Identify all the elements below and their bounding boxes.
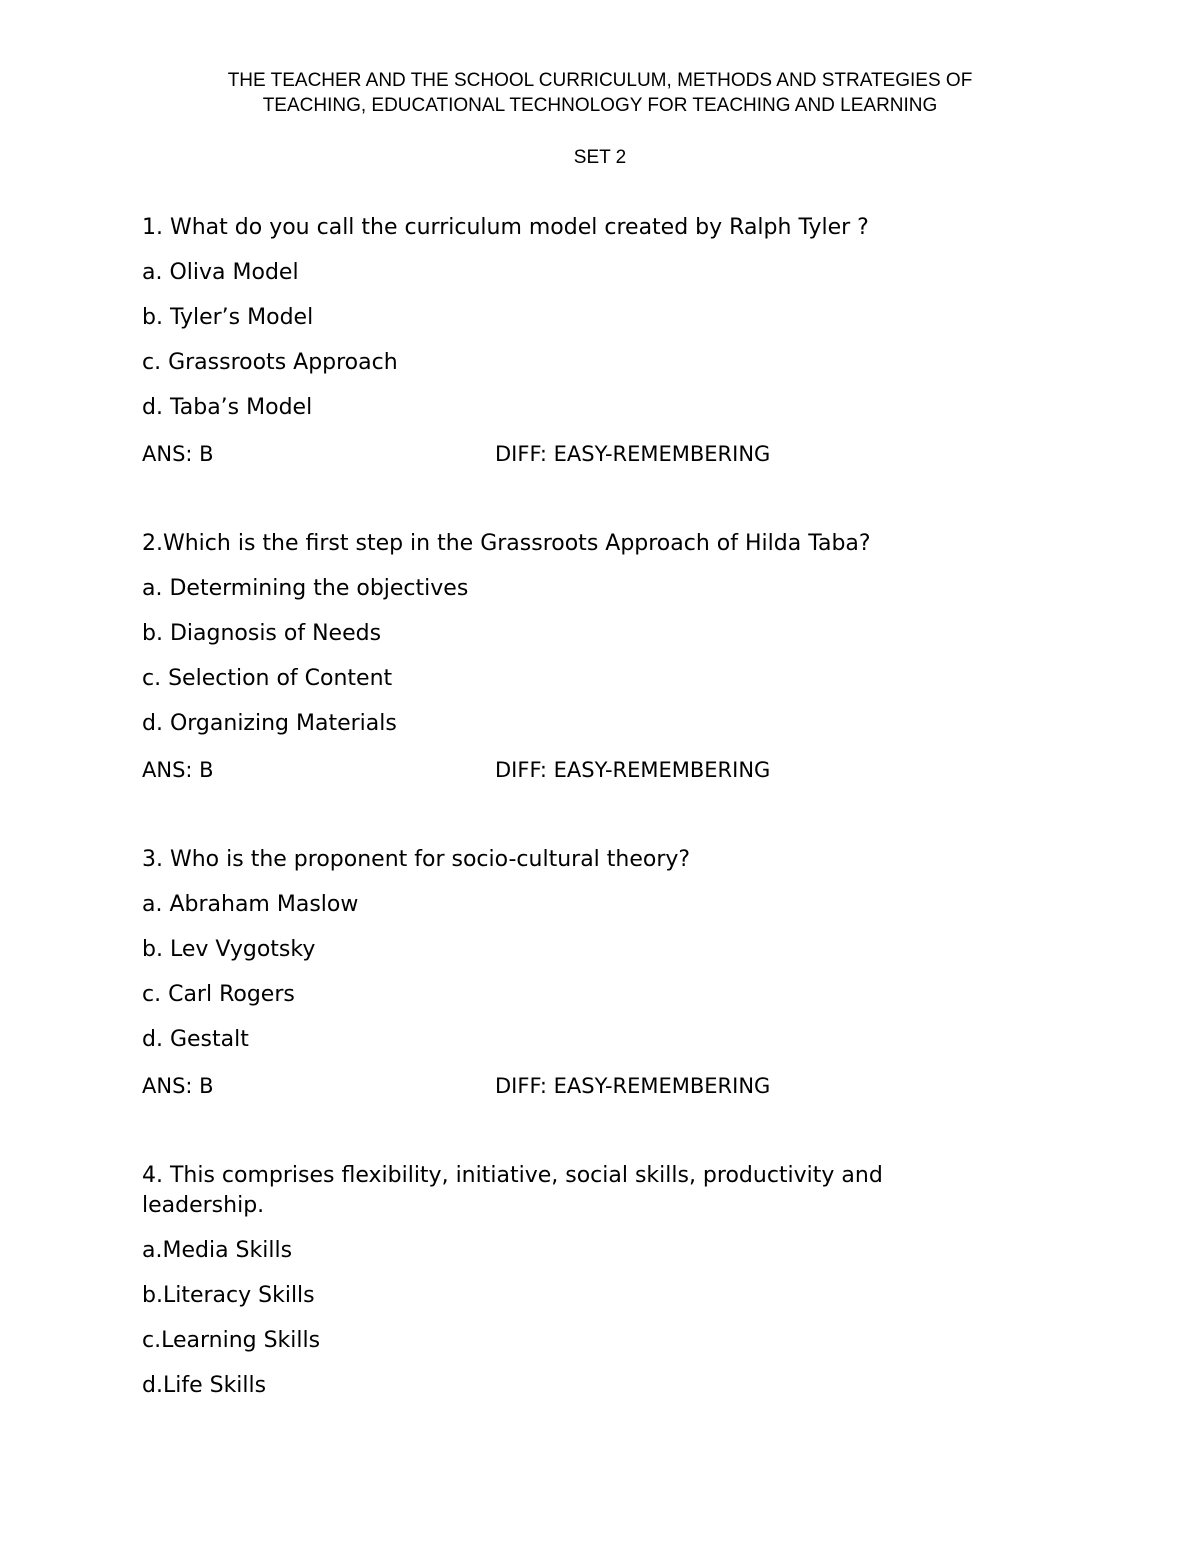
question-3-answer: ANS: B (142, 1074, 214, 1098)
question-1-option-a: a. Oliva Model (142, 260, 299, 285)
title-line-1: THE TEACHER AND THE SCHOOL CURRICULUM, METHODS AND STRATEGIES OF (227, 70, 973, 91)
question-1-option-d: d. Taba’s Model (142, 395, 313, 420)
question-2-option-d: d. Organizing Materials (142, 711, 397, 736)
question-3-option-b: b. Lev Vygotsky (142, 937, 316, 962)
title-line-2: TEACHING, EDUCATIONAL TECHNOLOGY FOR TEACHING AND LEARNING (262, 95, 938, 116)
question-2-option-c: c. Selection of Content (142, 666, 393, 691)
question-3-text: 3. Who is the proponent for socio-cultural theory? (142, 847, 691, 872)
question-1-option-c: c. Grassroots Approach (142, 350, 398, 375)
question-2-option-a: a. Determining the objectives (142, 576, 469, 601)
question-3-option-c: c. Carl Rogers (142, 982, 295, 1007)
question-4-text: 4. This comprises flexibility, initiative, social skills, productivity and leadership. (142, 1163, 883, 1218)
document-title (0, 68, 1200, 118)
question-2-difficulty: DIFF: EASY-REMEMBERING (495, 758, 771, 782)
question-2-answer: ANS: B (142, 758, 214, 782)
question-4-option-a: a.Media Skills (142, 1238, 293, 1263)
set-label: SET 2 (573, 147, 627, 168)
question-3-difficulty: DIFF: EASY-REMEMBERING (495, 1074, 771, 1098)
question-4-option-c: c.Learning Skills (142, 1328, 321, 1353)
question-4-option-d: d.Life Skills (142, 1373, 267, 1398)
question-2-option-b: b. Diagnosis of Needs (142, 621, 382, 646)
question-4-option-b: b.Literacy Skills (142, 1283, 315, 1308)
question-1-answer: ANS: B (142, 442, 214, 466)
question-3-option-a: a. Abraham Maslow (142, 892, 359, 917)
question-1-text: 1. What do you call the curriculum model created by Ralph Tyler ? (142, 215, 869, 240)
question-1-difficulty: DIFF: EASY-REMEMBERING (495, 442, 771, 466)
question-1-option-b: b. Tyler’s Model (142, 305, 314, 330)
question-3-option-d: d. Gestalt (142, 1027, 249, 1052)
question-2-text: 2.Which is the first step in the Grassroots Approach of Hilda Taba? (142, 531, 871, 556)
